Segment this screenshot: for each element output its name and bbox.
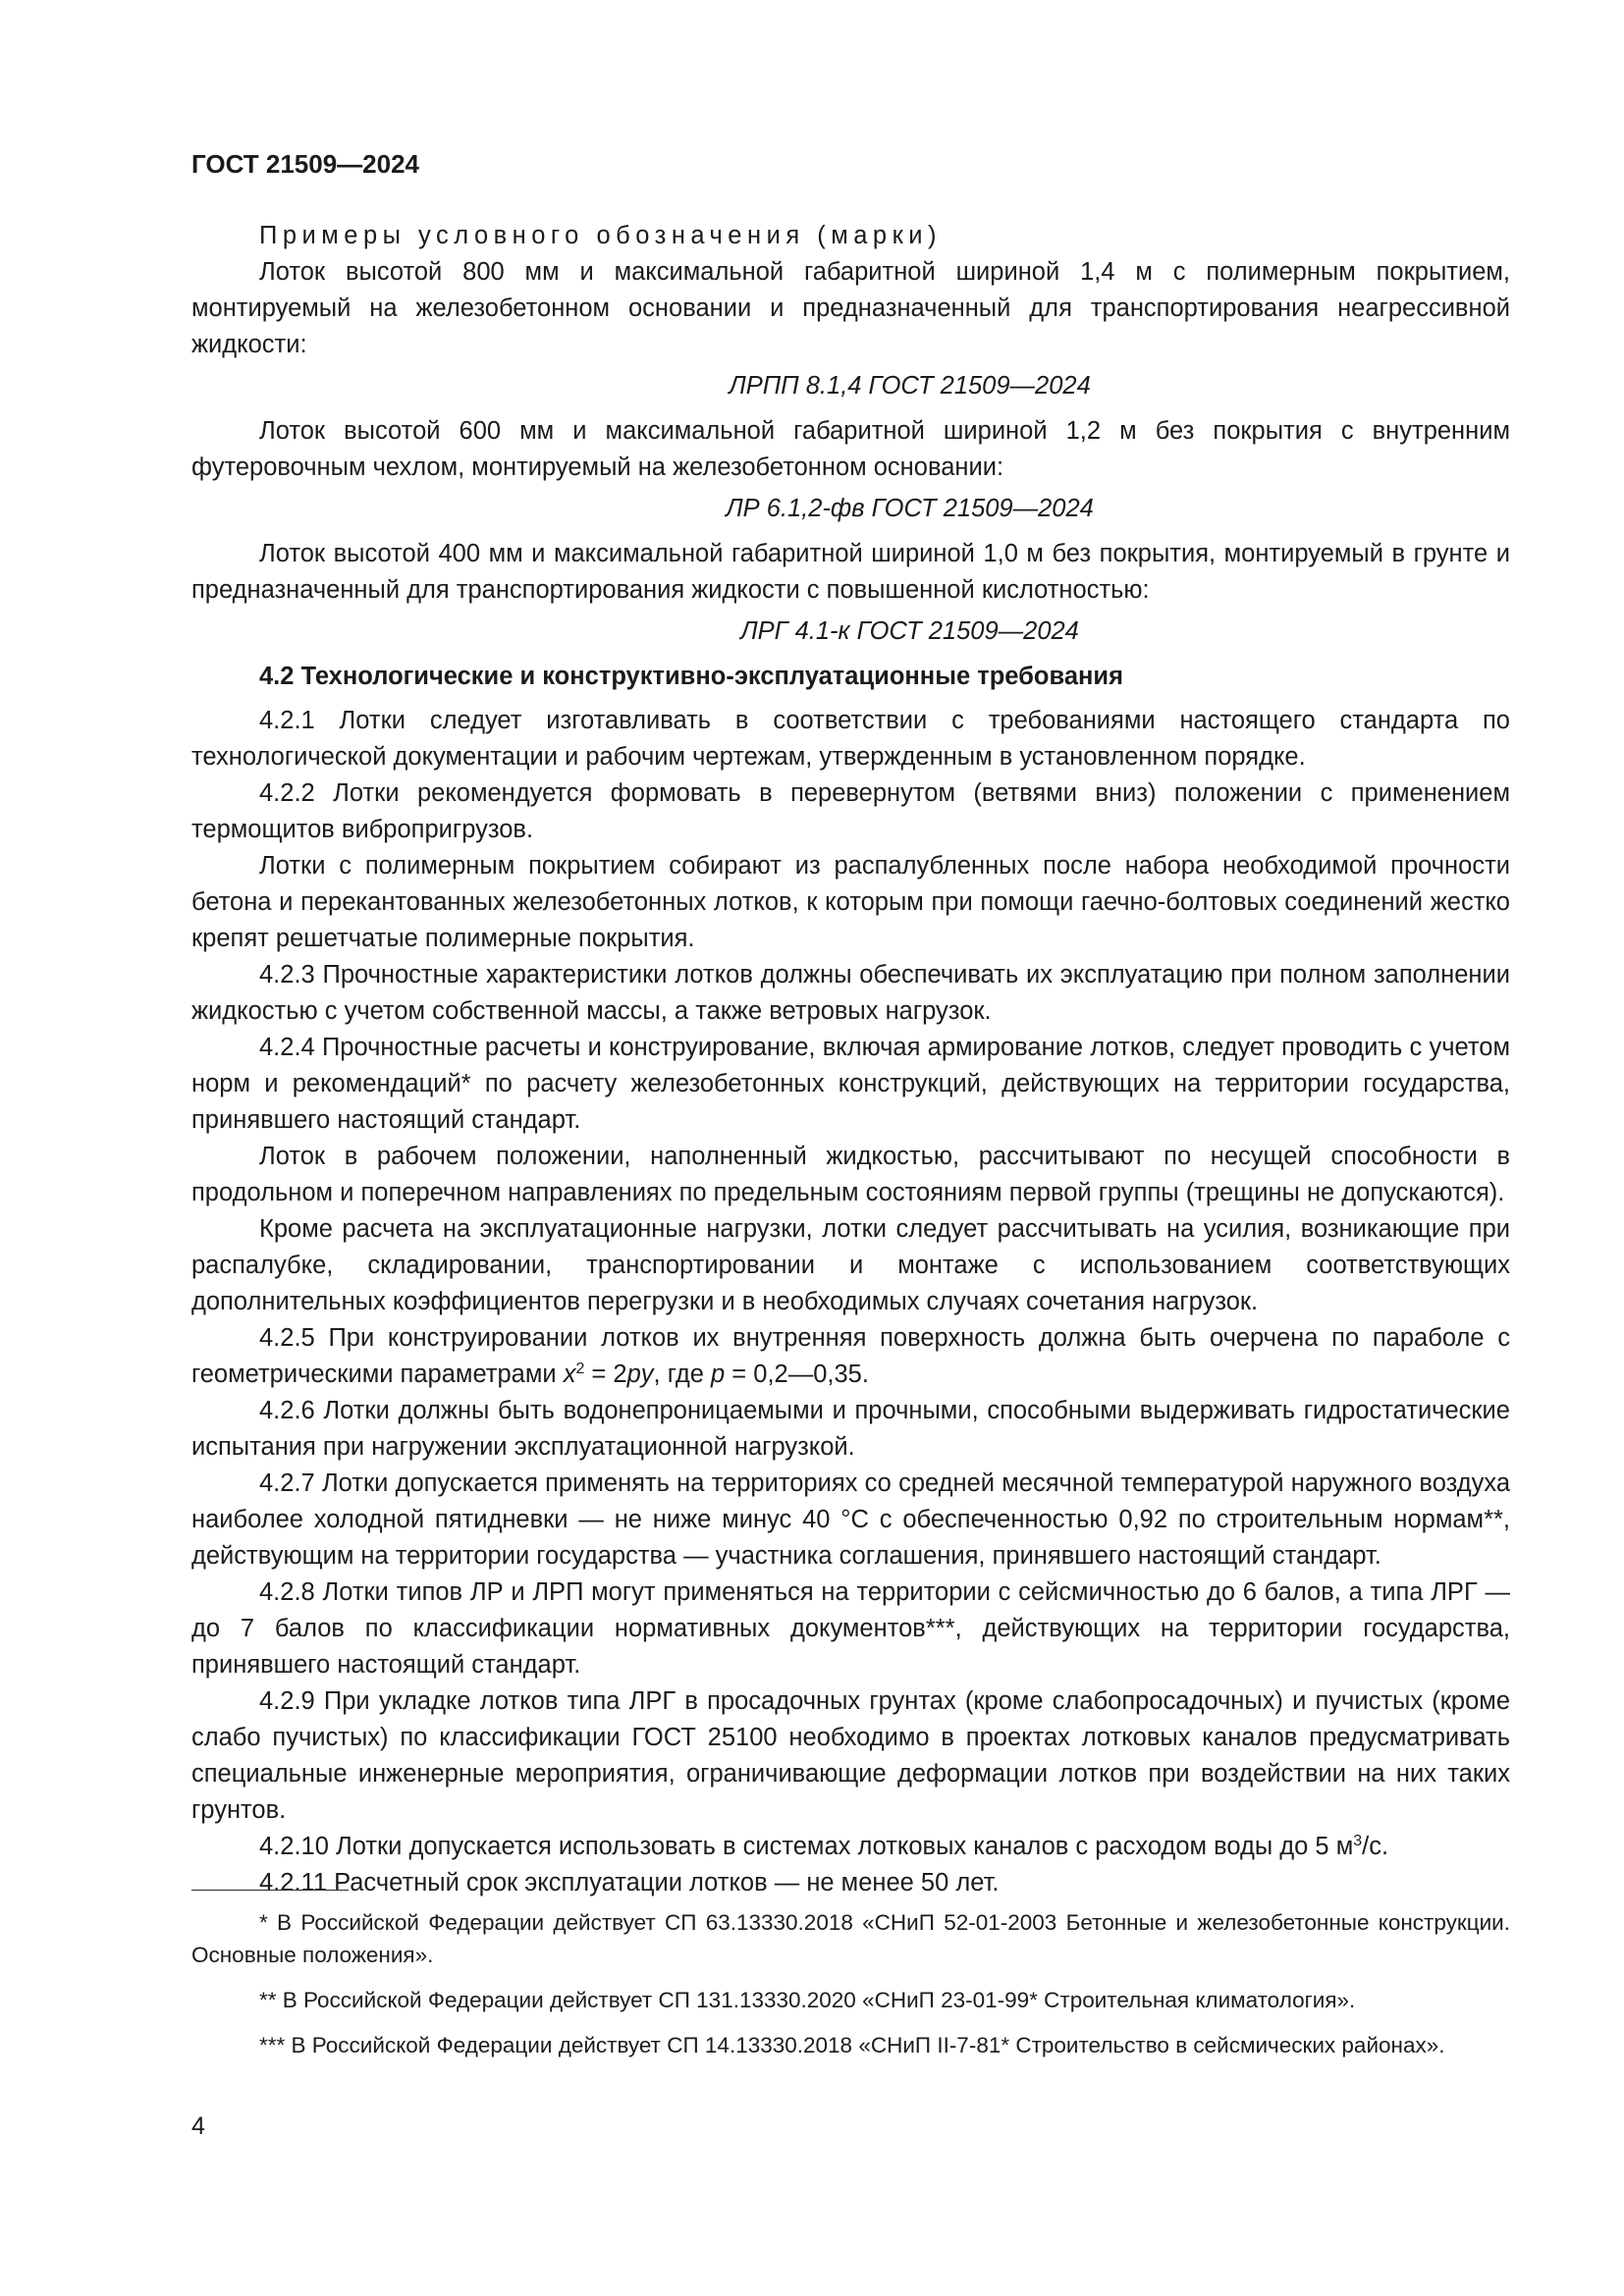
example-text: Лоток высотой 400 мм и максимальной габаритной шириной 1,0 м без покрытия, монтируемый в грунте и предназначенный для транспортирования жидкости с повышенной кислотностью: bbox=[191, 540, 1510, 604]
paragraph: 4.2.3 Прочностные характеристики лотков должны обеспечивать их эксплуатацию при полном заполнении жидкостью с учетом собственной массы, а также ветровых нагрузок. bbox=[191, 961, 1510, 1025]
page-number: 4 bbox=[191, 2112, 205, 2140]
paragraph: 4.2.7 Лотки допускается применять на территориях со средней месячной температурой наружного воздуха наиболее холодной пятидневки — не ниже минус 40 °С с обеспеченностью 0,92 по строительным нормам**, действующим на территории государства — участника соглашения, принявшего настоящий стандарт. bbox=[191, 1469, 1510, 1570]
paragraph: 4.2.2 Лотки рекомендуется формовать в перевернутом (ветвями вниз) положении с применением термощитов вибропригрузов. bbox=[191, 779, 1510, 843]
paragraph-4-2-10: 4.2.10 Лотки допускается использовать в системах лотковых каналов с расходом воды до 5 $м^3/с$. bbox=[259, 1833, 1389, 1860]
footnote: *** В Российской Федерации действует СП 14.13330.2018 «СНиП II-7-81* Строительство в сейсмических районах». bbox=[259, 2033, 1445, 2057]
example-text: Лоток высотой 800 мм и максимальной габаритной шириной 1,4 м с полимерным покрытием, монтируемый на железобетонном основании и предназначенный для транспортирования неагрессивной жидкости: bbox=[191, 258, 1510, 358]
example-mark: ЛР 6.1,2-фв ГОСТ 21509—2024 bbox=[726, 495, 1094, 522]
paragraph-4-2-5: 4.2.5 При конструировании лотков их внутренняя поверхность должна быть очерчена по параболе с геометрическими параметрами $x^2 = 2py$, где p = 0,2—0,35. bbox=[191, 1324, 1510, 1388]
paragraph: 4.2.9 При укладке лотков типа ЛРГ в просадочных грунтах (кроме слабопросадочных) и пучистых (кроме слабо пучистых) по классификации ГОСТ 25100 необходимо в проектах лотковых каналов предусматривать специальные инженерные мероприятия, ограничивающие деформации лотков при воздействии на них таких грунтов. bbox=[191, 1687, 1510, 1824]
paragraph: 4.2.4 Прочностные расчеты и конструирование, включая армирование лотков, следует проводить с учетом норм и рекомендаций* по расчету железобетонных конструкций, действующих на территории государства, принявшего настоящий стандарт. bbox=[191, 1034, 1510, 1134]
section-title: 4.2 Технологические и конструктивно-эксплуатационные требования bbox=[259, 663, 1123, 690]
paragraph: 4.2.8 Лотки типов ЛР и ЛРП могут применяться на территории с сейсмичностью до 6 балов, а типа ЛРГ — до 7 балов по классификации нормативных документов***, действующих на территории государства, принявшего настоящий стандарт. bbox=[191, 1578, 1510, 1679]
document-header: ГОСТ 21509—2024 bbox=[191, 149, 419, 179]
footnote: ** В Российской Федерации действует СП 131.13330.2020 «СНиП 23-01-99* Строительная климатология». bbox=[259, 1988, 1356, 2012]
paragraph: 4.2.1 Лотки следует изготавливать в соответствии с требованиями настоящего стандарта по технологической документации и рабочим чертежам, утвержденным в установленном порядке. bbox=[191, 707, 1510, 771]
paragraph: Лотки с полимерным покрытием собирают из распалубленных после набора необходимой прочности бетона и перекантованных железобетонных лотков, к которым при помощи гаечно-болтовых соединений жестко крепят решетчатые полимерные покрытия. bbox=[191, 852, 1510, 952]
example-mark: ЛРПП 8.1,4 ГОСТ 21509—2024 bbox=[729, 372, 1091, 400]
page-body bbox=[191, 218, 1510, 1901]
example-text: Лоток высотой 600 мм и максимальной габаритной шириной 1,2 м без покрытия с внутренним футеровочным чехлом, монтируемый на железобетонном основании: bbox=[191, 417, 1510, 481]
paragraph: 4.2.6 Лотки должны быть водонепроницаемыми и прочными, способными выдерживать гидростатические испытания при нагружении эксплуатационной нагрузкой. bbox=[191, 1397, 1510, 1461]
examples-caption: Примеры условного обозначения (марки) bbox=[259, 222, 942, 249]
footnote: * В Российской Федерации действует СП 63.13330.2018 «СНиП 52-01-2003 Бетонные и железобетонные конструкции. Основные положения». bbox=[191, 1910, 1510, 1967]
paragraph: Кроме расчета на эксплуатационные нагрузки, лотки следует рассчитывать на усилия, возникающие при распалубке, складировании, транспортировании и монтаже с использованием соответствующих дополнительных коэффициентов перегрузки и в необходимых случаях сочетания нагрузок. bbox=[191, 1215, 1510, 1315]
footnote-divider bbox=[191, 1890, 349, 1891]
example-mark: ЛРГ 4.1-к ГОСТ 21509—2024 bbox=[740, 617, 1079, 645]
paragraph: Лоток в рабочем положении, наполненный жидкостью, рассчитывают по несущей способности в продольном и поперечном направлениях по предельным состояниям первой группы (трещины не допускаются). bbox=[191, 1143, 1510, 1206]
footnotes bbox=[191, 1906, 1510, 2074]
paragraph: 4.2.11 Расчетный срок эксплуатации лотков — не менее 50 лет. bbox=[259, 1869, 1000, 1896]
